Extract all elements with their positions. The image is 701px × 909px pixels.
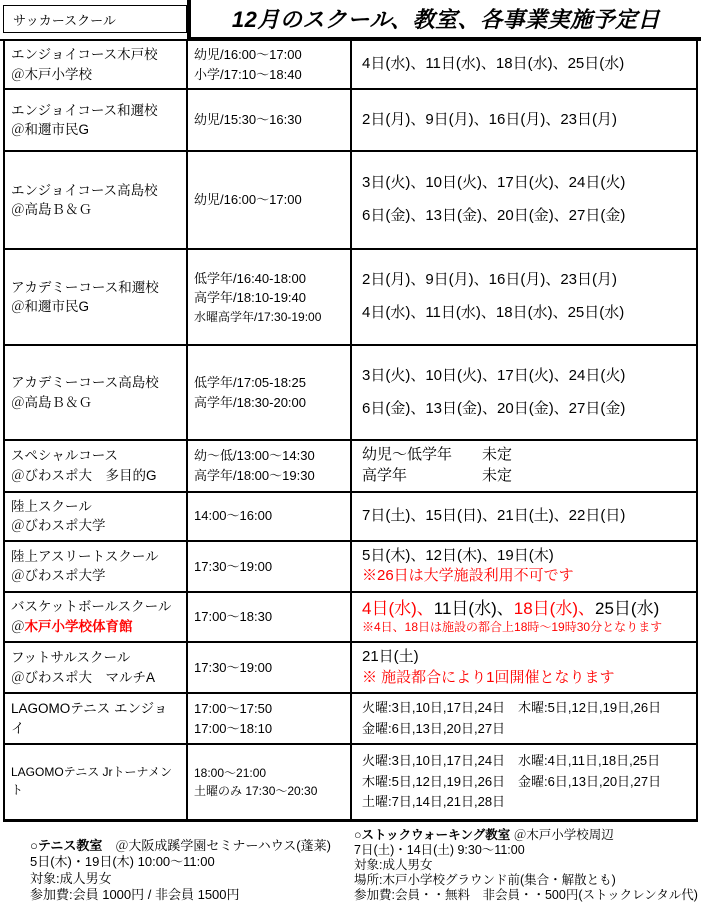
text-segment: 3日(火)、10日(火)、17日(火)、24日(火) [362, 174, 626, 192]
text-line [194, 699, 344, 719]
stock-walking-class-info [352, 822, 701, 904]
course-name-cell [5, 90, 188, 150]
text-line [194, 288, 344, 308]
text-segment: 14:00～16:00 [194, 508, 273, 524]
text-segment: 5日(木)・19日(木) 10:00～11:00 [30, 854, 215, 870]
text-segment: ＠高島Ｂ＆Ｇ [11, 202, 92, 218]
time-cell [188, 152, 352, 248]
text-segment: 17:30～19:00 [194, 558, 273, 574]
table-row [5, 743, 696, 819]
table-row [5, 344, 696, 439]
text-segment: エンジョイコース高島校 [11, 182, 158, 198]
text-line [362, 506, 690, 527]
text-segment: ※26日は大学施設利用不可です [362, 567, 574, 585]
text-segment: 17:30～19:00 [194, 659, 273, 675]
text-line [30, 838, 352, 855]
text-line [362, 303, 690, 324]
time-cell [188, 90, 352, 150]
text-segment: アカデミーコース高島校 [11, 375, 159, 391]
text-line [11, 668, 180, 688]
text-line [362, 270, 690, 291]
text-line [194, 190, 344, 210]
time-cell [188, 250, 352, 344]
text-line [11, 373, 180, 393]
dates-cell [352, 152, 696, 248]
course-name-cell [5, 542, 188, 591]
text-line [194, 506, 344, 526]
text-segment: 火曜:3日,10日,17日,24日 木曜:5日,12日,19日,26日 [362, 700, 662, 716]
table-row [5, 439, 696, 490]
text-line [30, 854, 352, 871]
text-segment: 17:00～18:10 [194, 720, 273, 736]
course-name-cell [5, 593, 188, 641]
text-segment: 木曜:5日,12日,19日,26日 金曜:6日,13日,20日,27日 [362, 773, 662, 789]
text-segment: 水曜高学年/17:30-19:00 [194, 309, 322, 324]
text-segment: 幼～低/13:00～14:30 [194, 448, 315, 464]
table-row [5, 150, 696, 248]
dates-cell [352, 745, 696, 819]
text-segment: 幼児～低学年 未定 [362, 446, 513, 464]
text-segment: 場所:木戸小学校グラウンド前(集合・解散とも) [354, 872, 616, 887]
text-segment: 高学年/18:30-20:00 [194, 394, 307, 410]
time-cell [188, 593, 352, 641]
dates-cell [352, 90, 696, 150]
text-line [11, 764, 180, 799]
dates-cell [352, 441, 696, 490]
text-line [354, 828, 701, 843]
dates-cell [352, 41, 696, 88]
course-name-cell [5, 41, 188, 88]
text-segment: 17:00～18:30 [194, 609, 273, 625]
text-segment: 4日(水)、11日(水)、18日(水)、25日(水) [362, 304, 625, 322]
text-line [11, 65, 180, 85]
course-name-cell [5, 694, 188, 742]
text-segment: 参加費:会員・・無料 非会員・・500円(ストックレンタル代) [354, 887, 698, 902]
note-line [362, 619, 690, 636]
text-line [362, 719, 690, 739]
text-line [194, 658, 344, 678]
time-cell [188, 643, 352, 692]
text-segment: LAGOMOテニス Jrトーナメント [11, 765, 173, 797]
course-name-cell [5, 643, 188, 692]
text-line [194, 466, 344, 486]
text-segment: 5日(木)、12日(木)、19日(木) [362, 546, 554, 564]
text-line [194, 308, 344, 326]
text-line [194, 719, 344, 739]
text-segment: 対象:成人男女 [354, 857, 433, 872]
text-segment: スペシャルコース [11, 448, 119, 464]
text-line [362, 110, 690, 131]
text-segment: 18日(水)、 [513, 599, 595, 619]
text-segment: 3日(火)、10日(火)、17日(火)、24日(火) [362, 366, 626, 384]
text-line [194, 393, 344, 413]
text-segment: 低学年/16:40-18:00 [194, 270, 307, 286]
text-line [354, 873, 701, 888]
text-line [362, 399, 690, 420]
text-line [11, 617, 180, 637]
text-segment: ＠高島Ｂ＆Ｇ [11, 394, 92, 410]
text-segment: 火曜:3日,10日,17日,24日 水曜:4日,11日,18日,25日 [362, 753, 661, 769]
text-line [362, 546, 690, 567]
text-line [11, 516, 180, 536]
text-line [11, 597, 180, 617]
text-line [11, 547, 180, 567]
text-line [354, 843, 701, 858]
course-name-cell [5, 250, 188, 344]
course-name-cell [5, 493, 188, 540]
text-line [11, 699, 180, 738]
dates-cell [352, 493, 696, 540]
text-segment: ＠和邇市民G [11, 122, 90, 138]
time-cell [188, 41, 352, 88]
text-segment: 21日(土) [362, 648, 419, 665]
text-segment: フットサルスクール [11, 650, 131, 666]
text-line [194, 269, 344, 289]
text-segment: ＠木戸小学校 [11, 66, 92, 82]
text-segment: 4日(水)、 [362, 599, 434, 619]
table-row [5, 591, 696, 641]
text-segment: アカデミーコース和邇校 [11, 279, 159, 295]
text-segment: 2日(月)、9日(月)、16日(月)、23日(月) [362, 271, 618, 289]
text-segment: 7日(土)・14日(土) 9:30～11:00 [354, 842, 525, 857]
text-segment: ＠びわスポ大 多目的G [11, 467, 157, 483]
text-line [194, 110, 344, 130]
text-line [354, 858, 701, 873]
text-line [362, 772, 690, 792]
dates-cell [352, 643, 696, 692]
table-row [5, 540, 696, 591]
text-line [194, 373, 344, 393]
text-segment: LAGOMOテニス エンジョイ [11, 700, 168, 736]
text-line [194, 65, 344, 85]
text-segment: 木戸小学校体育館 [24, 619, 133, 634]
table-row [5, 88, 696, 150]
text-segment: 17:00～17:50 [194, 701, 273, 717]
text-line [362, 466, 690, 487]
text-line [194, 607, 344, 627]
text-segment: ＠ [11, 619, 25, 634]
category-label: サッカースクール [13, 12, 116, 28]
text-segment: エンジョイコース和邇校 [11, 102, 158, 118]
text-segment: 幼児/15:30～16:30 [194, 112, 302, 128]
text-line [11, 446, 180, 466]
time-cell [188, 493, 352, 540]
text-segment: ＠木戸小学校周辺 [510, 827, 614, 842]
time-cell [188, 346, 352, 439]
text-segment: ○ストックウォーキング教室 [354, 827, 511, 842]
course-name-cell [5, 745, 188, 819]
time-cell [188, 745, 352, 819]
text-segment: ＠びわスポ大学 [11, 518, 106, 534]
text-segment: ＠大阪成蹊学園セミナーハウス(蓬莱) [102, 837, 331, 853]
text-line [354, 888, 701, 903]
text-line [362, 598, 690, 619]
text-line [194, 446, 344, 466]
table-row [5, 641, 696, 692]
text-line [11, 648, 180, 668]
text-line [194, 45, 344, 65]
course-name-cell [5, 346, 188, 439]
text-line [194, 557, 344, 577]
text-line [362, 698, 690, 718]
text-segment: 6日(金)、13日(金)、20日(金)、27日(金) [362, 399, 626, 417]
text-segment: 25日(水) [595, 599, 660, 619]
dates-cell [352, 346, 696, 439]
dates-cell [352, 593, 696, 641]
text-segment: 7日(土)、15日(日)、21日(土)、22日(日) [362, 506, 626, 524]
note-line [362, 668, 690, 689]
text-segment: 高学年 未定 [362, 466, 513, 484]
text-segment: 高学年/18:00～19:30 [194, 467, 315, 483]
text-line [11, 566, 180, 586]
time-cell [188, 694, 352, 742]
text-line [11, 200, 180, 220]
text-segment: 陸上アスリートスクール [11, 548, 159, 564]
text-line [362, 173, 690, 194]
text-line [11, 181, 180, 201]
course-name-cell [5, 441, 188, 490]
text-line [194, 782, 344, 800]
text-line [362, 206, 690, 227]
text-segment: ＠びわスポ大学 [11, 568, 106, 584]
page-footer [3, 822, 701, 904]
text-segment: 参加費:会員 1000円 / 非会員 1500円 [30, 887, 240, 903]
table-row [5, 491, 696, 540]
text-segment: 2日(月)、9日(月)、16日(月)、23日(月) [362, 110, 618, 128]
text-line [11, 45, 180, 65]
text-segment: 小学/17:10～18:40 [194, 66, 302, 82]
tennis-class-info [3, 822, 352, 904]
text-segment: 幼児/16:00～17:00 [194, 192, 302, 208]
dates-cell [352, 250, 696, 344]
text-line [11, 120, 180, 140]
text-segment: 土曜のみ 17:30～20:30 [194, 783, 318, 798]
table-row [5, 692, 696, 742]
text-segment: 陸上スクール [11, 498, 92, 514]
text-segment: ○テニス教室 [30, 837, 103, 853]
time-cell [188, 441, 352, 490]
text-segment: エンジョイコース木戸校 [11, 47, 158, 62]
dates-cell [352, 542, 696, 591]
text-line [11, 393, 180, 413]
text-segment: 金曜:6日,13日,20日,27日 [362, 720, 506, 736]
course-name-cell [5, 152, 188, 248]
table-row [5, 41, 696, 88]
text-segment: 11日(水)、 [433, 599, 514, 619]
text-line [362, 54, 690, 75]
text-segment: 幼児/16:00～17:00 [194, 47, 302, 63]
text-line [11, 466, 180, 486]
text-line [362, 792, 690, 812]
category-cell [0, 0, 187, 41]
schedule-table [3, 41, 698, 822]
text-segment: ※ 施設都合により1回開催となります [362, 668, 615, 686]
text-line [11, 297, 180, 317]
page-title: 12月のスクール、教室、各事業実施予定日 [187, 0, 701, 41]
text-line [362, 445, 690, 466]
text-segment: 対象:成人男女 [30, 870, 112, 886]
text-line [11, 101, 180, 121]
text-segment: 土曜:7日,14日,21日,28日 [362, 793, 506, 809]
category-box [3, 5, 187, 33]
dates-cell [352, 694, 696, 742]
note-line [362, 566, 690, 587]
text-segment: 6日(金)、13日(金)、20日(金)、27日(金) [362, 207, 626, 225]
text-segment: バスケットボールスクール [11, 599, 172, 615]
text-segment: ＠びわスポ大 マルチA [11, 669, 156, 685]
table-row [5, 248, 696, 344]
time-cell [188, 542, 352, 591]
text-line [11, 278, 180, 298]
text-segment: 18:00～21:00 [194, 765, 267, 780]
text-line [30, 871, 352, 888]
text-segment: ※4日、18日は施設の都合上18時～19時30分となります [362, 620, 663, 635]
text-line [362, 751, 690, 771]
text-segment: 高学年/18:10-19:40 [194, 290, 307, 306]
text-line [362, 366, 690, 387]
text-line [194, 764, 344, 782]
text-line [30, 887, 352, 904]
text-line [362, 647, 690, 668]
text-segment: 4日(水)、11日(水)、18日(水)、25日(水) [362, 55, 625, 73]
page-header [0, 0, 701, 41]
text-line [11, 497, 180, 517]
text-segment: ＠和邇市民G [11, 299, 90, 315]
text-segment: 低学年/17:05-18:25 [194, 375, 307, 391]
